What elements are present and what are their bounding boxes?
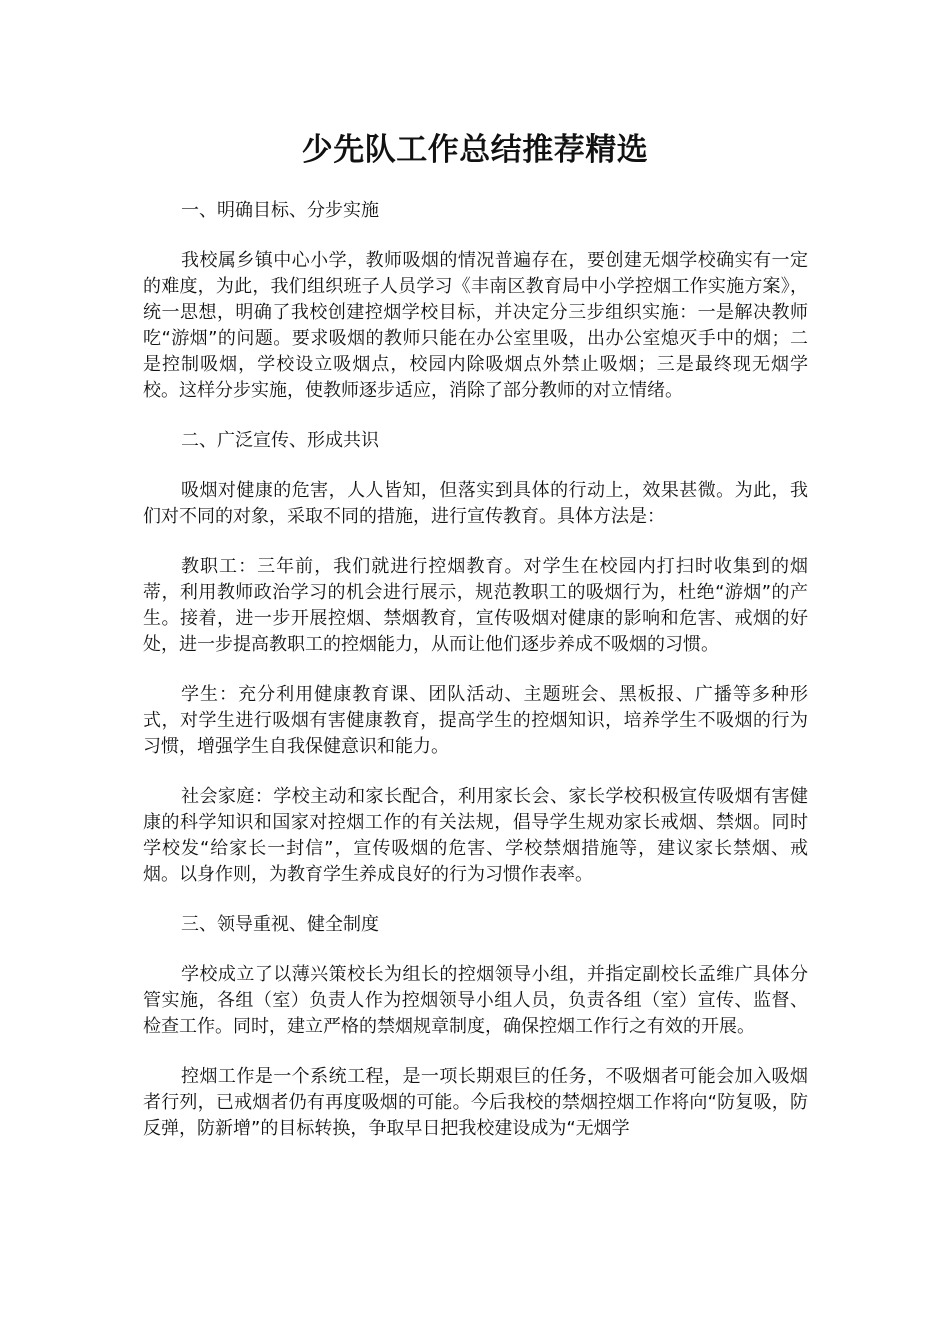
- document-title: 少先队工作总结推荐精选: [301, 132, 649, 168]
- body-paragraph: 教职工：三年前，我们就进行控烟教育。对学生在校园内打扫时收集到的烟蒂，利用教师政治学习的机会进行展示，规范教职工的吸烟行为，杜绝“游烟”的产生。接着，进一步开展控烟、禁烟教育，宣传吸烟对健康的影响和危害、戒烟的好处，进一步提高教职工的控烟能力，从而让他们逐步养成不吸烟的习惯。: [143, 556, 808, 655]
- section-heading: 二、广泛宣传、形成共识: [181, 430, 379, 451]
- body-paragraph: 学生：充分利用健康教育课、团队活动、主题班会、黑板报、广播等多种形式，对学生进行吸烟有害健康教育，提高学生的控烟知识，培养学生不吸烟的行为习惯，增强学生自我保健意识和能力。: [143, 684, 808, 757]
- body-paragraph: 吸烟对健康的危害，人人皆知，但落实到具体的行动上，效果甚微。为此，我们对不同的对象，采取不同的措施，进行宣传教育。具体方法是：: [143, 480, 808, 527]
- body-paragraph: 控烟工作是一个系统工程，是一项长期艰巨的任务，不吸烟者可能会加入吸烟者行列，已戒烟者仍有再度吸烟的可能。今后我校的禁烟控烟工作将向“防复吸，防反弹，防新增”的目标转换，争取早日把我校建设成为“无烟学: [143, 1066, 808, 1139]
- body-paragraph: 社会家庭：学校主动和家长配合，利用家长会、家长学校积极宣传吸烟有害健康的科学知识和国家对控烟工作的有关法规，倡导学生规劝家长戒烟、禁烟。同时学校发“给家长一封信”，宣传吸烟的危害、学校禁烟措施等，建议家长禁烟、戒烟。以身作则，为教育学生养成良好的行为习惯作表率。: [143, 786, 808, 885]
- document-body: [143, 198, 808, 1142]
- section-heading: 三、领导重视、健全制度: [181, 914, 379, 935]
- body-paragraph: 学校成立了以薄兴策校长为组长的控烟领导小组，并指定副校长孟维广具体分管实施，各组（室）负责人作为控烟领导小组人员，负责各组（室）宣传、监督、检查工作。同时，建立严格的禁烟规章制度，确保控烟工作行之有效的开展。: [143, 964, 808, 1037]
- section-heading: 一、明确目标、分步实施: [181, 200, 379, 221]
- body-paragraph: 我校属乡镇中心小学，教师吸烟的情况普遍存在，要创建无烟学校确实有一定的难度，为此，我们组织班子人员学习《丰南区教育局中小学控烟工作实施方案》，统一思想，明确了我校创建控烟学校目标，并决定分三步组织实施：一是解决教师吃“游烟”的问题。要求吸烟的教师只能在办公室里吸，出办公室熄灭手中的烟；二是控制吸烟，学校设立吸烟点，校园内除吸烟点外禁止吸烟；三是最终现无烟学校。这样分步实施，使教师逐步适应，消除了部分教师的对立情绪。: [143, 250, 808, 401]
